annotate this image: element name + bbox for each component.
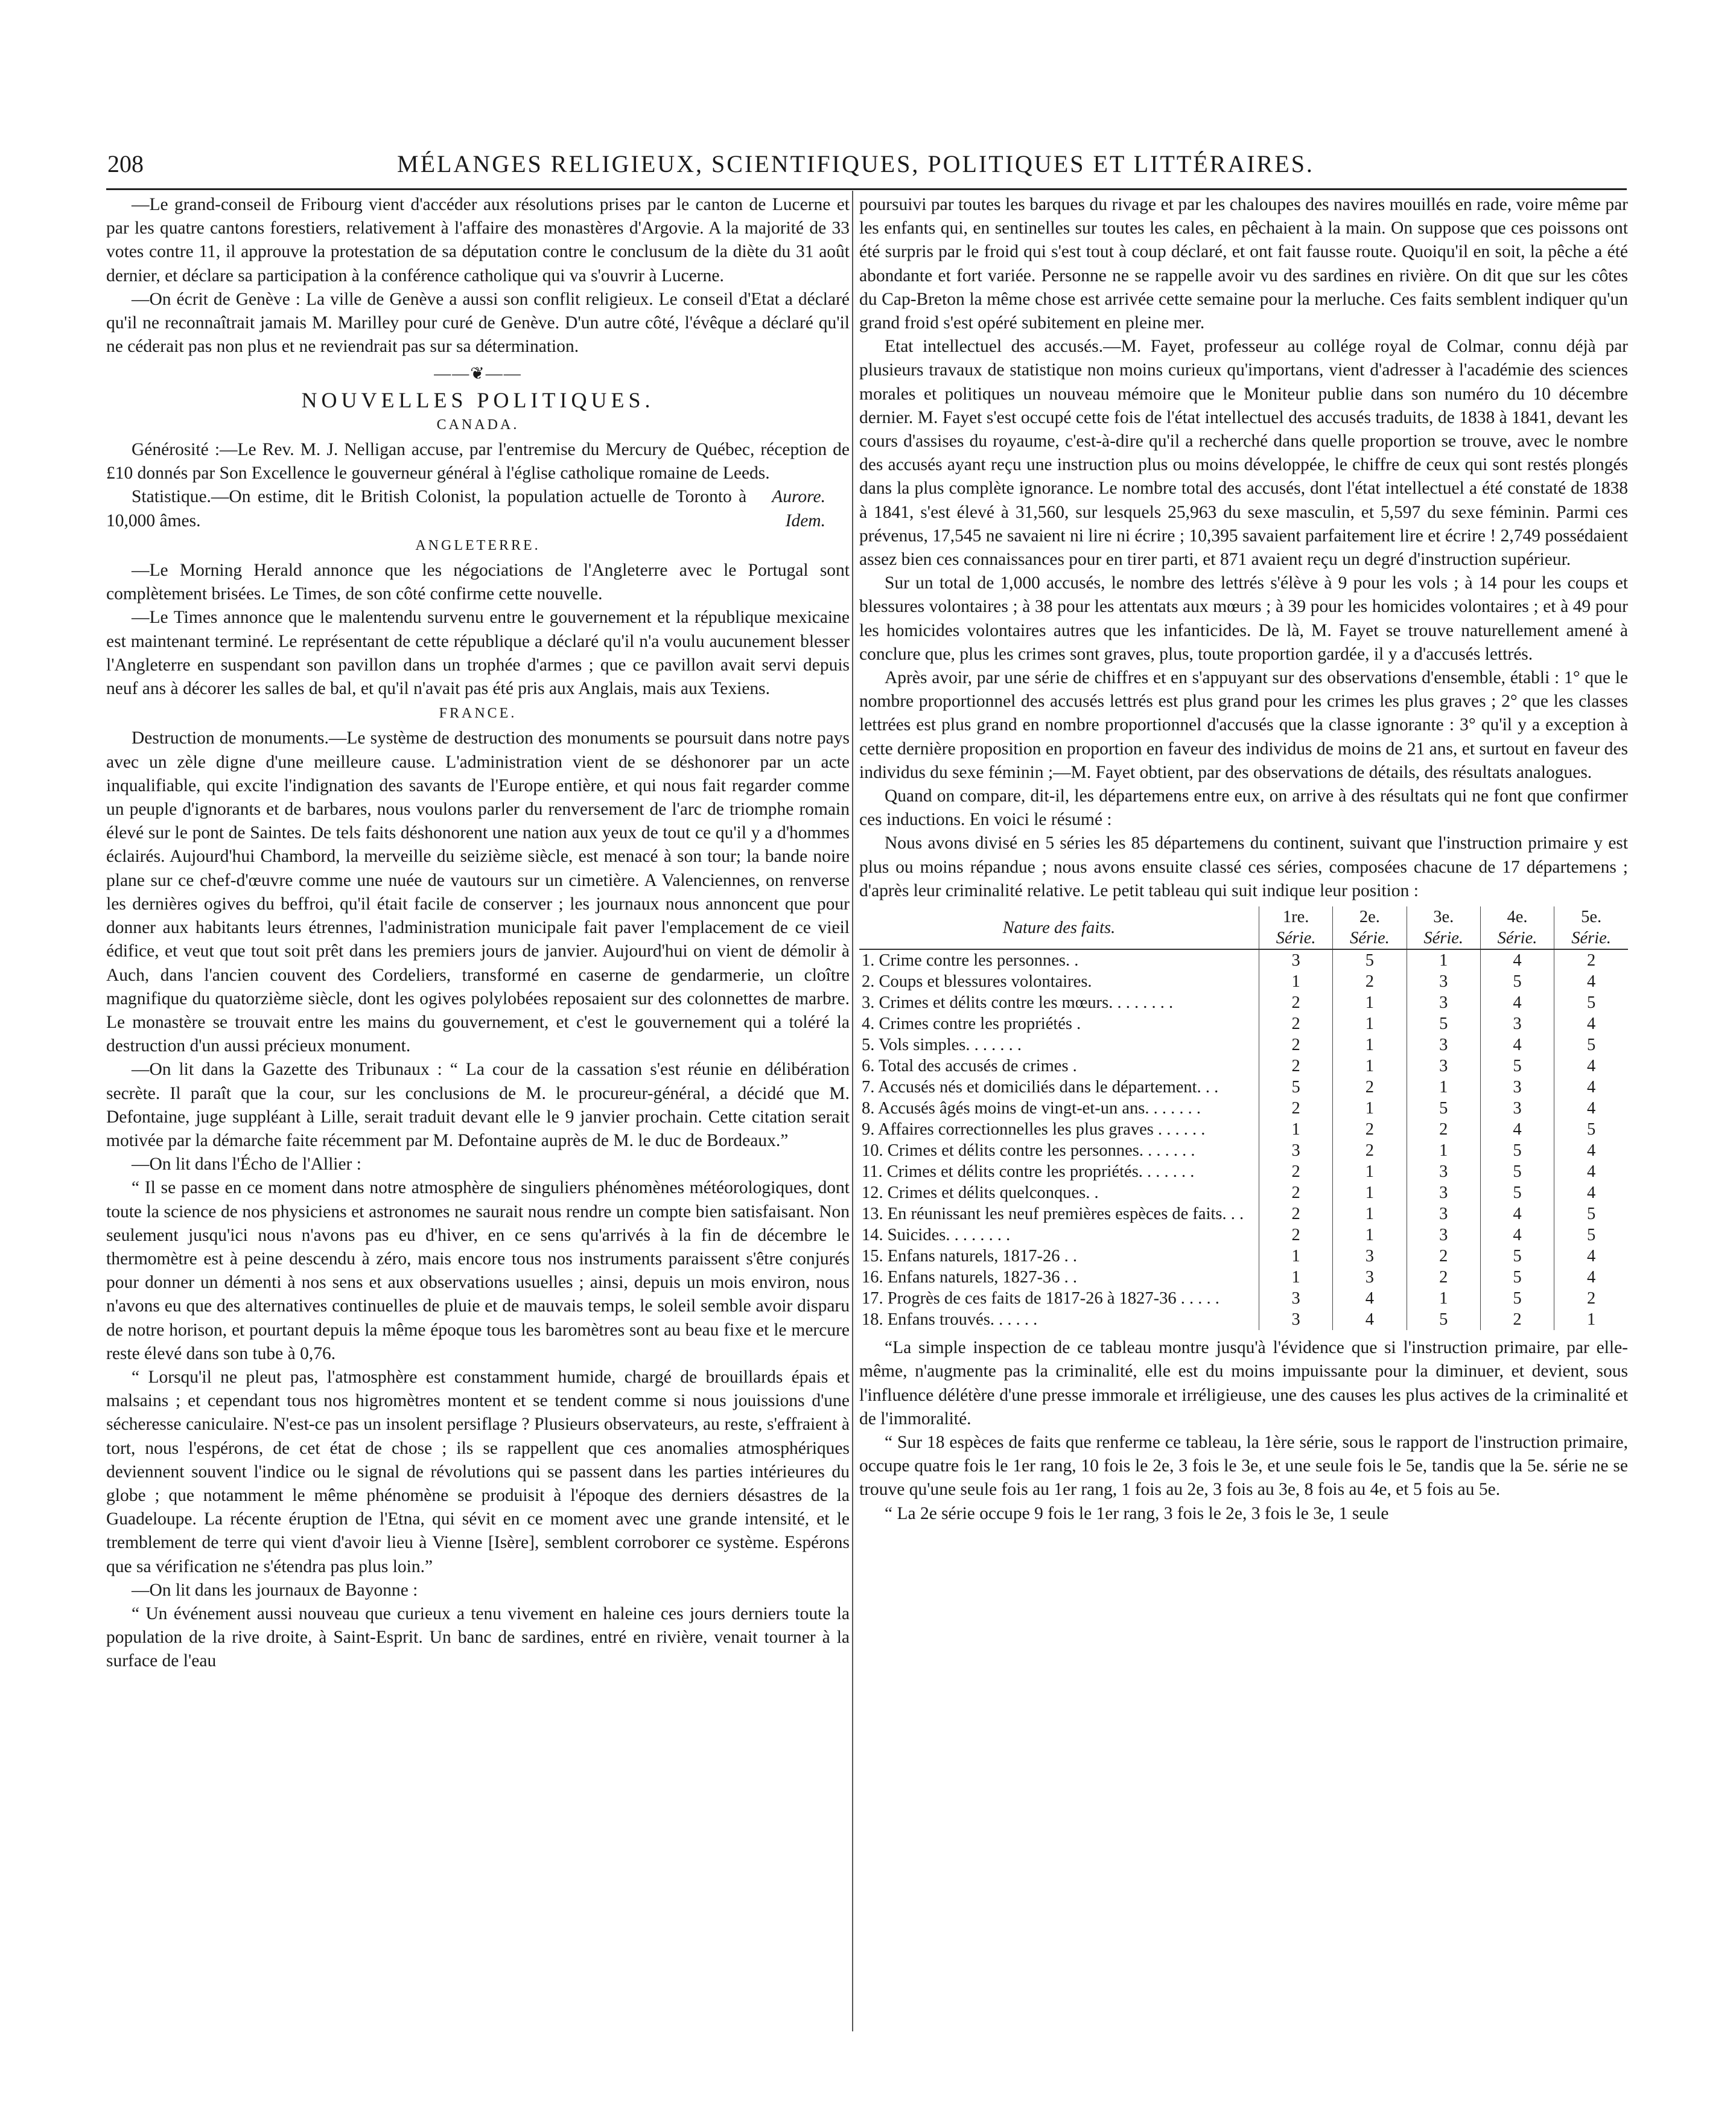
rank-cell: 4 — [1554, 1077, 1628, 1098]
rank-cell: 5 — [1333, 949, 1407, 971]
header-serie-5-label: Série. — [1571, 929, 1611, 948]
row-label: 8. Accusés âgés moins de vingt-et-un ans. . . . . . . — [862, 1099, 1201, 1118]
rank-cell: 2 — [1259, 1056, 1332, 1077]
table-row — [859, 1140, 1628, 1161]
rank-cell: 5 — [1554, 1034, 1628, 1056]
rank-cell: 2 — [1259, 1098, 1332, 1119]
rank-cell: 1 — [1333, 992, 1407, 1013]
table-row — [859, 971, 1628, 992]
rank-cell: 2 — [1554, 1288, 1628, 1309]
rank-cell: 4 — [1480, 1119, 1554, 1140]
article-etat-intellectuel: Etat intellectuel des accusés.—M. Fayet, professeur au collége royal de Colmar, connu déjà par plusieurs travaux de statistique non moins curieux qu'importans, vient d'adresser à l'académie des sciences morales et politiques un nouveau mémoire que le Moniteur publie dans son numéro du 10 décembre dernier. M. Fayet s'est occupé cette fois de l'état intellectuel des accusés traduits, de 1838 à 1841, devant les cours d'assises du royaume, c'est-à-dire qu'il a recherché dans quelle proportion se trouve, avec le nombre des accusés ayant reçu une instruction plus ou moins développée, le chiffre de ceux qui sont restés plongés dans la plus complète ignorance. Le nombre total des accusés, dont l'état intellectuel a été constaté de 1838 à 1841, s'est élevé à 31,560, sur lesquels 25,963 du sexe masculin, et 5,597 du sexe féminin. Parmi ces prévenus, 17,545 ne savaient ni lire ni écrire ; 10,395 savaient parfaitement lire et écrire ! 2,749 possédaient assez bien ces connaissances pour en tirer parti, et 871 avaient reçu un degré d'instruction supérieur. — [859, 337, 1628, 570]
rank-cell: 2 — [1333, 971, 1407, 992]
page-header — [107, 150, 1628, 183]
header-serie-2-label: Série. — [1350, 929, 1390, 948]
rank-cell: 5 — [1407, 1098, 1480, 1119]
article-generosite — [106, 438, 850, 507]
header-serie-5-num: 5e. — [1581, 908, 1602, 927]
rank-cell: 1 — [1333, 1098, 1407, 1119]
article-destruction-monuments: Destruction de monuments.—Le système de destruction des monuments se poursuit dans notre pays avec un zèle digne d'une meilleure cause. L'administration vient de se déshonorer par un acte inqualifiable, qui excite l'indignation des savants de l'Europe entière, et qui nous fait regarder comme un peuple d'ignorants et de barbares, nous voulons parler du renversement de l'arc de triomphe romain élevé sur le pont de Saintes. De tels faits déshonorent une nation aux yeux de tout ce qu'il y a d'hommes éclairés. Aujourd'hui Chambord, la merveille du seizième siècle, est menacé à son tour; la bande noire plane sur ce chef-d'œuvre comme une nuée de vautours sur un cimetière. A Valenciennes, on renverse les dernières ogives du beffroi, qu'il était facile de conserver ; les journaux nous annoncent que pour donner aux habitants leurs étrennes, l'administration municipale fait paver l'emplacement de ce vieil édifice, et veut que tout soit prêt dans les premiers jours de janvier. Aujourd'hui on vient de démolir à Auch, dans l'ancien couvent des Cordeliers, transformé en caserne de gendarmerie, un cloître magnifique du quatorzième siècle, dont les ogives polylobées reposaient sur des colonnettes de marbre. Le monastère se trouvait entre les mains du gouvernement, et c'est le gouvernement qui a toléré la destruction d'un aussi précieux monument. — [106, 728, 850, 1056]
table-row — [859, 949, 1628, 971]
row-label: 18. Enfans trouvés. . . . . . — [862, 1310, 1038, 1330]
header-serie-3 — [1407, 906, 1480, 949]
rank-cell: 2 — [1480, 1309, 1554, 1330]
heading-france: FRANCE. — [439, 705, 517, 722]
row-label: 10. Crimes et délits contre les personnes. . . . . . . — [862, 1141, 1195, 1161]
rank-cell: 3 — [1407, 971, 1480, 992]
rank-cell: 5 — [1480, 1267, 1554, 1288]
rank-cell: 2 — [1407, 1246, 1480, 1267]
table-row — [859, 1034, 1628, 1056]
header-serie-4-label: Série. — [1497, 929, 1537, 948]
row-label: 3. Crimes et délits contre les mœurs. . . . . . . . — [862, 993, 1174, 1013]
table-row — [859, 1267, 1628, 1288]
page-number: 208 — [107, 150, 144, 177]
table-row — [859, 1119, 1628, 1140]
rank-cell: 3 — [1407, 1224, 1480, 1246]
rank-cell: 5 — [1554, 1203, 1628, 1224]
column-divider — [852, 191, 853, 2031]
rank-cell: 4 — [1554, 1267, 1628, 1288]
rank-cell: 4 — [1554, 1140, 1628, 1161]
rank-cell: 2 — [1259, 992, 1332, 1013]
article-bayonne: “ Un événement aussi nouveau que curieux a tenu vivement en haleine ces jours derniers toute la population de la rive droite, à Saint-Esprit. Un banc de sardines, entré en rivière, venait tourner à la surface de l'eau — [106, 1603, 850, 1671]
rank-cell: 4 — [1554, 971, 1628, 992]
rank-cell: 3 — [1333, 1246, 1407, 1267]
row-label: 14. Suicides. . . . . . . . — [862, 1226, 1011, 1245]
rank-cell: 4 — [1554, 1098, 1628, 1119]
heading-angleterre: ANGLETERRE. — [415, 537, 541, 553]
rank-cell: 1 — [1259, 971, 1332, 992]
article-morning-herald: —Le Morning Herald annonce que les négociations de l'Angleterre avec le Portugal sont complètement brisées. Le Times, de son côté confirme cette nouvelle. — [106, 561, 850, 604]
article-echo-allier-intro: —On lit dans l'Écho de l'Allier : — [132, 1154, 361, 1174]
ornament-divider: ——❦—— — [434, 365, 522, 384]
table-row — [859, 1246, 1628, 1267]
rank-cell: 1 — [1333, 1056, 1407, 1077]
rank-cell: 5 — [1554, 992, 1628, 1013]
rank-cell: 5 — [1480, 1056, 1554, 1077]
rank-cell: 2 — [1259, 1224, 1332, 1246]
rank-cell: 3 — [1259, 949, 1332, 971]
row-label: 9. Affaires correctionnelles les plus graves . . . . . . — [862, 1120, 1206, 1139]
rank-cell: 4 — [1554, 1013, 1628, 1034]
source-aurore: Aurore. — [772, 487, 825, 507]
rank-cell: 3 — [1259, 1309, 1332, 1330]
row-label: 13. En réunissant les neuf premières espèces de faits. . . — [862, 1205, 1244, 1224]
header-rule — [106, 188, 1627, 190]
rank-cell: 1 — [1259, 1246, 1332, 1267]
rank-cell: 4 — [1480, 1203, 1554, 1224]
rank-cell: 2 — [1259, 1161, 1332, 1182]
source-idem: Idem. — [785, 511, 825, 530]
rank-cell: 4 — [1554, 1161, 1628, 1182]
header-serie-3-num: 3e. — [1433, 908, 1454, 927]
rank-cell: 4 — [1480, 1034, 1554, 1056]
rank-cell: 5 — [1480, 1246, 1554, 1267]
article-echo-allier-2: “ Lorsqu'il ne pleut pas, l'atmosphère est constamment humide, chargé de brouillards épais et malsains ; et cependant tous nos higromètres montent et se tendent comme si nous jouissions d'une sécheresse caniculaire. N'est-ce pas un insolent persiflage ? Plusieurs observateurs, au reste, s'effraient à tort, nous l'espérons, de cet état de chose ; ils se rappellent que ces anomalies atmosphériques deviennent souvent l'indice ou le signal de révolutions qui se passent dans les parties intérieures du globe ; que notamment le même phénomène se produisit à l'époque des derniers désastres de la Guadeloupe. La récente éruption de l'Etna, qui sévit en ce moment avec une grande intensité, et le tremblement de terre qui vient d'avoir lieu à Vienne [Isère], semblent corroborer ce système. Espérons que sa vérification ne s'étendra pas plus loin.” — [106, 1367, 850, 1576]
table-row — [859, 1309, 1628, 1330]
rank-cell: 4 — [1333, 1288, 1407, 1309]
rank-cell: 5 — [1480, 971, 1554, 992]
rank-cell: 2 — [1259, 1203, 1332, 1224]
header-serie-2-num: 2e. — [1359, 908, 1380, 927]
rank-cell: 2 — [1259, 1182, 1332, 1203]
rank-cell: 2 — [1333, 1119, 1407, 1140]
article-departemens: Quand on compare, dit-il, les départemens entre eux, on arrive à des résultats qui ne font que confirmer ces inductions. En voici le résumé : — [859, 786, 1628, 830]
table-row — [859, 1056, 1628, 1077]
row-label: 5. Vols simples. . . . . . . — [862, 1036, 1022, 1055]
article-conclusion: “La simple inspection de ce tableau montre jusqu'à l'évidence que si l'instruction primaire, par elle-même, n'augmente pas la criminalité, elle est du moins impuissante pour la diminuer, et devient, sous l'influence délétère d'une presse immorale et irréligieuse, une des causes les plus actives de la criminalité et de l'immoralité. — [859, 1338, 1628, 1428]
rank-cell: 2 — [1333, 1140, 1407, 1161]
rank-cell: 5 — [1480, 1288, 1554, 1309]
header-serie-4-num: 4e. — [1507, 908, 1528, 927]
rank-cell: 4 — [1554, 1056, 1628, 1077]
rank-cell: 1 — [1407, 1077, 1480, 1098]
table-row — [859, 1077, 1628, 1098]
rank-cell: 2 — [1407, 1119, 1480, 1140]
table-row — [859, 1182, 1628, 1203]
header-serie-1 — [1259, 906, 1332, 949]
rank-cell: 4 — [1554, 1246, 1628, 1267]
rank-cell: 4 — [1480, 1224, 1554, 1246]
row-label: 16. Enfans naturels, 1827-36 . . — [862, 1268, 1077, 1287]
right-column — [859, 193, 1628, 1526]
table-row — [859, 1288, 1628, 1309]
row-label: 15. Enfans naturels, 1817-26 . . — [862, 1247, 1077, 1266]
article-fribourg: —Le grand-conseil de Fribourg vient d'accéder aux résolutions prises par le canton de Lucerne et par les quatre cantons forestiers, relativement à l'affaire des monastères d'Argovie. A la majorité de 33 votes contre 11, il approuve la protestation de sa députation contre le conclusum de la diète du 31 août dernier, et déclare sa participation à la conférence catholique qui va s'ouvrir à Lucerne. — [106, 195, 850, 285]
table-row — [859, 1203, 1628, 1224]
table-header-row — [859, 906, 1628, 949]
rank-cell: 4 — [1554, 1182, 1628, 1203]
rank-cell: 5 — [1407, 1013, 1480, 1034]
section-title: NOUVELLES POLITIQUES. — [301, 387, 655, 412]
heading-canada: CANADA. — [436, 416, 520, 433]
rank-cell: 5 — [1554, 1224, 1628, 1246]
rank-cell: 3 — [1407, 1182, 1480, 1203]
rank-cell: 5 — [1480, 1182, 1554, 1203]
article-series-chiffres: Après avoir, par une série de chiffres et en s'appuyant sur des observations d'ensemble, établi : 1° que le nombre proportionnel des accusés lettrés est plus grand pour les crimes les plus graves ; 2° que les classes lettrées est plus grand en nombre proportionnel d'accusés que la classe ignorante : 3° qu'il y a exception à cette dernière proposition en proportion en faveur des individus de moins de 21 ans, et surtout en faveur des individus du sexe féminin ;—M. Fayet obtient, par des observations de détails, des résultats analogues. — [859, 668, 1628, 782]
rank-cell: 5 — [1259, 1077, 1332, 1098]
row-label: 2. Coups et blessures volontaires. — [862, 972, 1092, 992]
article-geneve: —On écrit de Genève : La ville de Genève a aussi son conflit religieux. Le conseil d'Etat a déclaré qu'il ne reconnaîtrait jamais M. Marilley pour curé de Genève. D'un autre côté, l'évêque a déclaré qu'il ne céderait pas non plus et ne reviendrait pas sur sa détermination. — [106, 289, 850, 357]
rank-cell: 5 — [1407, 1309, 1480, 1330]
rank-cell: 5 — [1480, 1161, 1554, 1182]
rank-cell: 1 — [1333, 1013, 1407, 1034]
left-column — [106, 193, 850, 1673]
article-2e-serie: “ La 2e série occupe 9 fois le 1er rang, 3 fois le 2e, 3 fois le 3e, 1 seule — [885, 1503, 1389, 1523]
header-serie-1-label: Série. — [1276, 929, 1316, 948]
rank-cell: 1 — [1259, 1267, 1332, 1288]
table-row — [859, 1161, 1628, 1182]
rank-cell: 2 — [1259, 1034, 1332, 1056]
rank-cell: 3 — [1333, 1267, 1407, 1288]
rank-cell: 4 — [1333, 1309, 1407, 1330]
article-18-especes: “ Sur 18 espèces de faits que renferme ce tableau, la 1ère série, sous le rapport de l'instruction primaire, occupe quatre fois le 1er rang, 10 fois le 2e, 3 fois le 3e, et une seule fois le 5e, tandis que la 5e. série ne se trouve qu'une seule fois au 1er rang, 1 fois au 2e, 3 fois au 3e, 8 fois au 4e, et 5 fois au 5e. — [859, 1432, 1628, 1500]
article-bayonne-intro: —On lit dans les journaux de Bayonne : — [132, 1580, 418, 1600]
header-serie-1-num: 1re. — [1282, 908, 1309, 927]
rank-cell: 5 — [1554, 1119, 1628, 1140]
running-title: MÉLANGES RELIGIEUX, SCIENTIFIQUES, POLITIQUES ET LITTÉRAIRES. — [397, 150, 1314, 177]
rank-cell: 3 — [1480, 1077, 1554, 1098]
table-body — [859, 949, 1628, 1330]
rank-cell: 2 — [1407, 1267, 1480, 1288]
rank-cell: 3 — [1407, 1161, 1480, 1182]
table-row — [859, 1013, 1628, 1034]
rank-cell: 4 — [1480, 992, 1554, 1013]
row-label: 12. Crimes et délits quelconques. . — [862, 1183, 1099, 1203]
rank-cell: 2 — [1554, 949, 1628, 971]
header-serie-4 — [1480, 906, 1554, 949]
rank-cell: 1 — [1407, 1140, 1480, 1161]
article-series-intro: Nous avons divisé en 5 séries les 85 départemens du continent, suivant que l'instruction primaire y est plus ou moins répandue ; nous avons ensuite classé ces séries, composées chacune de 17 départemens ; d'après leur criminalité relative. Le petit tableau qui suit indique leur position : — [859, 833, 1628, 900]
table-row — [859, 992, 1628, 1013]
row-label: 11. Crimes et délits contre les propriétés. . . . . . . — [862, 1162, 1195, 1182]
rank-cell: 1 — [1333, 1182, 1407, 1203]
rank-cell: 4 — [1480, 949, 1554, 971]
article-statistique-text: Statistique.—On estime, dit le British Colonist, la population actuelle de Toronto à 10,000 âmes. — [106, 487, 747, 530]
rank-cell: 1 — [1407, 1288, 1480, 1309]
row-label: 17. Progrès de ces faits de 1817-26 à 1827-36 . . . . . — [862, 1289, 1219, 1308]
rank-cell: 5 — [1480, 1140, 1554, 1161]
rank-cell: 3 — [1407, 1034, 1480, 1056]
row-label: 1. Crime contre les personnes. . — [862, 951, 1079, 970]
article-lettres: Sur un total de 1,000 accusés, le nombre des lettrés s'élève à 9 pour les vols ; à 14 pour les coups et blessures volontaires ; à 38 pour les attentats aux mœurs ; à 39 pour les homicides volontaires ; et à 49 pour les homicides volontaires autres que les infanticides. De là, M. Fayet se trouve naturellement amené à conclure que, plus les crimes sont graves, plus, toute proportion gardée, il y a d'accusés lettrés. — [859, 573, 1628, 664]
rank-cell: 3 — [1480, 1098, 1554, 1119]
rank-cell: 3 — [1259, 1140, 1332, 1161]
header-serie-5 — [1554, 906, 1628, 949]
article-times: —Le Times annonce que le malentendu survenu entre le gouvernement et la république mexicaine est maintenant terminé. Le représentant de cette république a déclaré qu'il n'a voulu aucunement blesser l'Angleterre en suspendant son pavillon dans un trophée d'armes ; que ce pavillon avait servi depuis neuf ans à décorer les salles de bal, et qu'il n'avait pas été pris aux Anglais, mais aux Texiens. — [106, 608, 850, 699]
row-label: 4. Crimes contre les propriétés . — [862, 1014, 1081, 1034]
rank-cell: 3 — [1407, 1203, 1480, 1224]
article-gazette-tribunaux: —On lit dans la Gazette des Tribunaux : “ La cour de la cassation s'est réunie en délibération secrète. Il paraît que la cour, sur les conclusions de M. le procureur-général, a décidé que M. Defontaine, juge suppléant à Lille, serait traduit devant elle le 9 janvier prochain. Cette citation serait motivée par la démarche faite récemment par M. Defontaine auprès de M. le duc de Bordeaux.” — [106, 1060, 850, 1150]
criminality-table — [859, 906, 1628, 1330]
article-statistique — [106, 485, 850, 532]
rank-cell: 2 — [1259, 1013, 1332, 1034]
header-nature: Nature des faits. — [859, 906, 1259, 949]
table-row — [859, 1224, 1628, 1246]
rank-cell: 3 — [1407, 992, 1480, 1013]
rank-cell: 1 — [1333, 1203, 1407, 1224]
header-serie-3-label: Série. — [1423, 929, 1464, 948]
article-sardines-cont: poursuivi par toutes les barques du rivage et par les chaloupes des navires mouillés en rade, voire même par les enfants qui, en sentinelles sur toutes les cales, en pêchaient à la main. On suppose que ces poissons ont été surpris par le froid qui s'est tout à coup déclaré, et ont fait fausse route. Quoiqu'il en soit, la pêche a été abondante et fort variée. Personne ne se rappelle avoir vu des sardines en rivière. On dit que sur les côtes du Cap-Breton la même chose est arrivée cette semaine pour la merluche. Ces faits semblent indiquer qu'un grand froid s'est opéré subitement en pleine mer. — [859, 195, 1628, 333]
rank-cell: 3 — [1480, 1013, 1554, 1034]
rank-cell: 3 — [1259, 1288, 1332, 1309]
rank-cell: 3 — [1407, 1056, 1480, 1077]
row-label: 6. Total des accusés de crimes . — [862, 1057, 1077, 1076]
rank-cell: 1 — [1333, 1034, 1407, 1056]
header-serie-2 — [1333, 906, 1407, 949]
rank-cell: 1 — [1554, 1309, 1628, 1330]
rank-cell: 1 — [1333, 1224, 1407, 1246]
rank-cell: 1 — [1407, 949, 1480, 971]
row-label: 7. Accusés nés et domiciliés dans le département. . . — [862, 1078, 1219, 1097]
rank-cell: 2 — [1333, 1077, 1407, 1098]
rank-cell: 1 — [1259, 1119, 1332, 1140]
article-echo-allier-1: “ Il se passe en ce moment dans notre atmosphère de singuliers phénomènes météorologiques, dont toute la science de nos physiciens et astronomes ne saurait nous rendre un compte bien satisfaisant. Non seulement jusqu'ici nous n'avons pas eu d'hiver, en ce sens qu'arrivés à la fin de décembre le thermomètre est à peine descendu à zéro, mais encore tous nos instruments paraissent s'être conjurés pour donner un démenti à nos sens et aux observations usuelles ; ainsi, depuis un mois environ, nous n'avons eu que des alternatives continuelles de pluie et de mauvais temps, le soleil semble avoir disparu de notre horison, et pourtant depuis la même époque tous les baromètres sont au beau fixe et le mercure reste élevé dans son tube à 0,76. — [106, 1178, 850, 1363]
table-row — [859, 1098, 1628, 1119]
rank-cell: 1 — [1333, 1161, 1407, 1182]
article-generosite-text: Générosité :—Le Rev. M. J. Nelligan accuse, par l'entremise du Mercury de Québec, réception de £10 donnés par Son Excellence le gouverneur général à l'église catholique romaine de Leeds. — [106, 440, 850, 483]
